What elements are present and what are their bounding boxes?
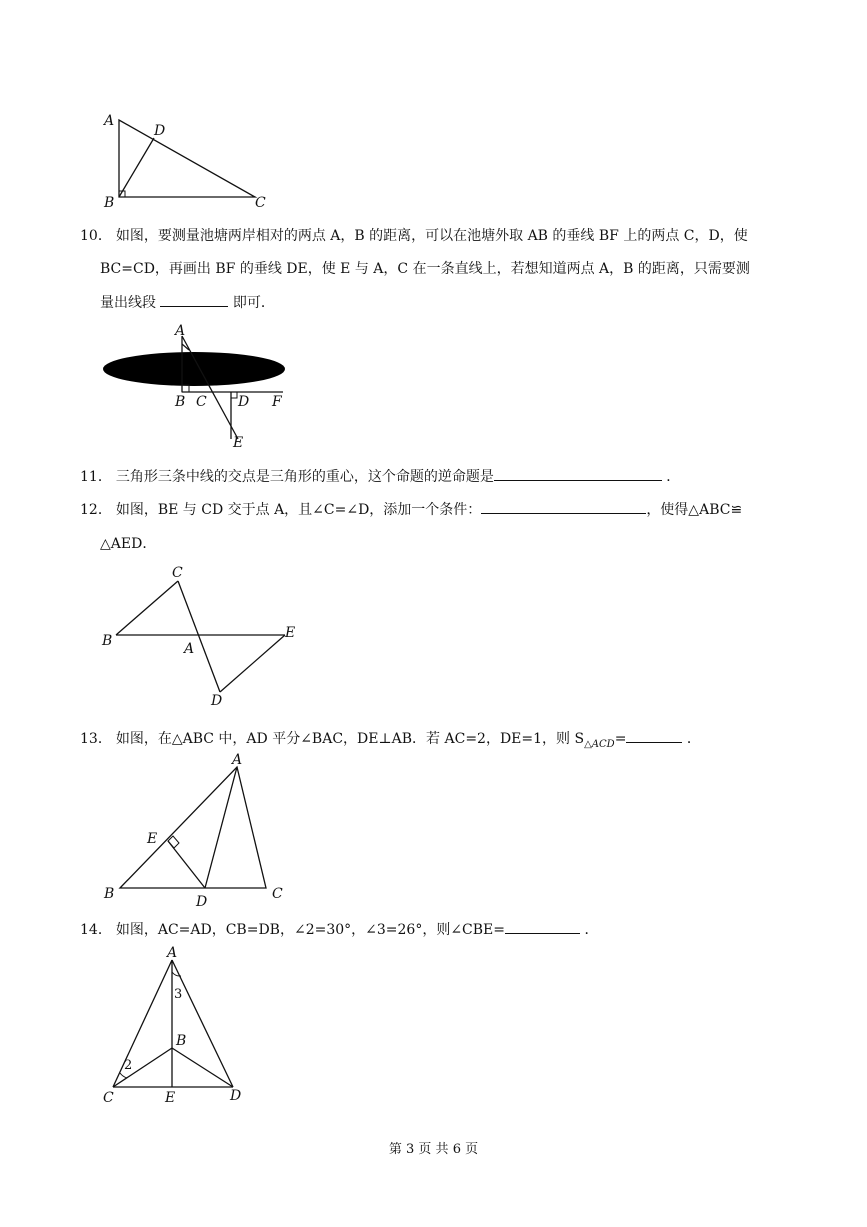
area-subscript: △ACD [584,738,615,750]
label-B: B [175,394,186,410]
label-B: B [104,886,115,902]
answer-blank[interactable] [505,919,580,934]
question-text-line3a: 量出线段 [100,295,156,311]
question-text-2: ，使得△ABC≌ [646,502,743,518]
question-number: 11． [80,469,112,485]
question-10-line2 [100,258,810,280]
answer-blank[interactable] [481,499,646,514]
figure-q9 [100,105,280,215]
label-D: D [154,123,166,139]
label-A: A [167,945,178,961]
question-10-line3 [100,292,810,314]
question-number: 12． [80,502,112,518]
question-number: 14． [80,922,112,938]
question-12-line2 [100,533,810,555]
label-C: C [272,886,283,902]
question-12 [80,499,790,521]
label-angle-3: 3 [174,987,183,1002]
label-D: D [230,1088,242,1104]
label-E: E [285,625,296,641]
label-B: B [102,633,113,649]
label-C: C [103,1090,114,1106]
label-E: E [147,831,158,847]
label-A: A [232,752,243,768]
question-end: ． [686,731,701,747]
label-A: A [175,323,186,339]
label-E: E [233,435,244,451]
question-14 [80,919,790,941]
label-E: E [165,1090,176,1106]
question-text: 如图，在△ABC 中，AD 平分∠BAC，DE⊥AB．若 AC=2，DE=1，则 S [115,731,585,747]
equals-sign: = [614,731,627,747]
label-D: D [238,394,250,410]
answer-blank[interactable] [160,292,228,307]
question-text: 如图，AC=AD，CB=DB，∠2=30°，∠3=26°，则∠CBE= [115,922,506,938]
label-A: A [184,641,195,657]
question-text-line1: 如图，要测量池塘两岸相对的两点 A，B 的距离，可以在池塘外取 AB 的垂线 BF 上的两点 C，D，使 [115,228,748,244]
question-number: 13． [80,731,112,747]
figure-q12 [100,565,305,705]
label-A: A [104,113,115,129]
label-D: D [211,693,223,705]
label-C: C [196,394,207,410]
question-number: 10． [80,228,112,244]
label-C: C [255,195,266,211]
question-11 [80,466,790,488]
page-footer: 第 3 页 共 6 页 [388,1142,479,1157]
figure-q14 [100,942,260,1112]
figure-q10 [100,322,290,452]
label-F: F [272,394,282,410]
question-end: ． [584,922,599,938]
question-end: ． [666,469,681,485]
question-text-line3b: 即可． [232,295,275,311]
answer-blank[interactable] [494,466,662,481]
question-text: 三角形三条中线的交点是三角形的重心，这个命题的逆命题是 [115,469,494,485]
question-text-line2: △AED． [100,536,157,552]
answer-blank[interactable] [626,728,682,743]
label-B: B [104,195,115,211]
label-angle-2: 2 [124,1058,133,1073]
label-D: D [196,894,208,910]
question-10 [80,225,790,247]
question-text: 如图，BE 与 CD 交于点 A，且∠C=∠D，添加一个条件： [115,502,482,518]
figure-q13 [100,752,290,912]
question-text-line2: BC=CD，再画出 BF 的垂线 DE，使 E 与 A，C 在一条直线上，若想知道两点 A，B 的距离，只需要测 [100,261,750,277]
label-B: B [176,1033,187,1049]
label-C: C [172,565,183,581]
